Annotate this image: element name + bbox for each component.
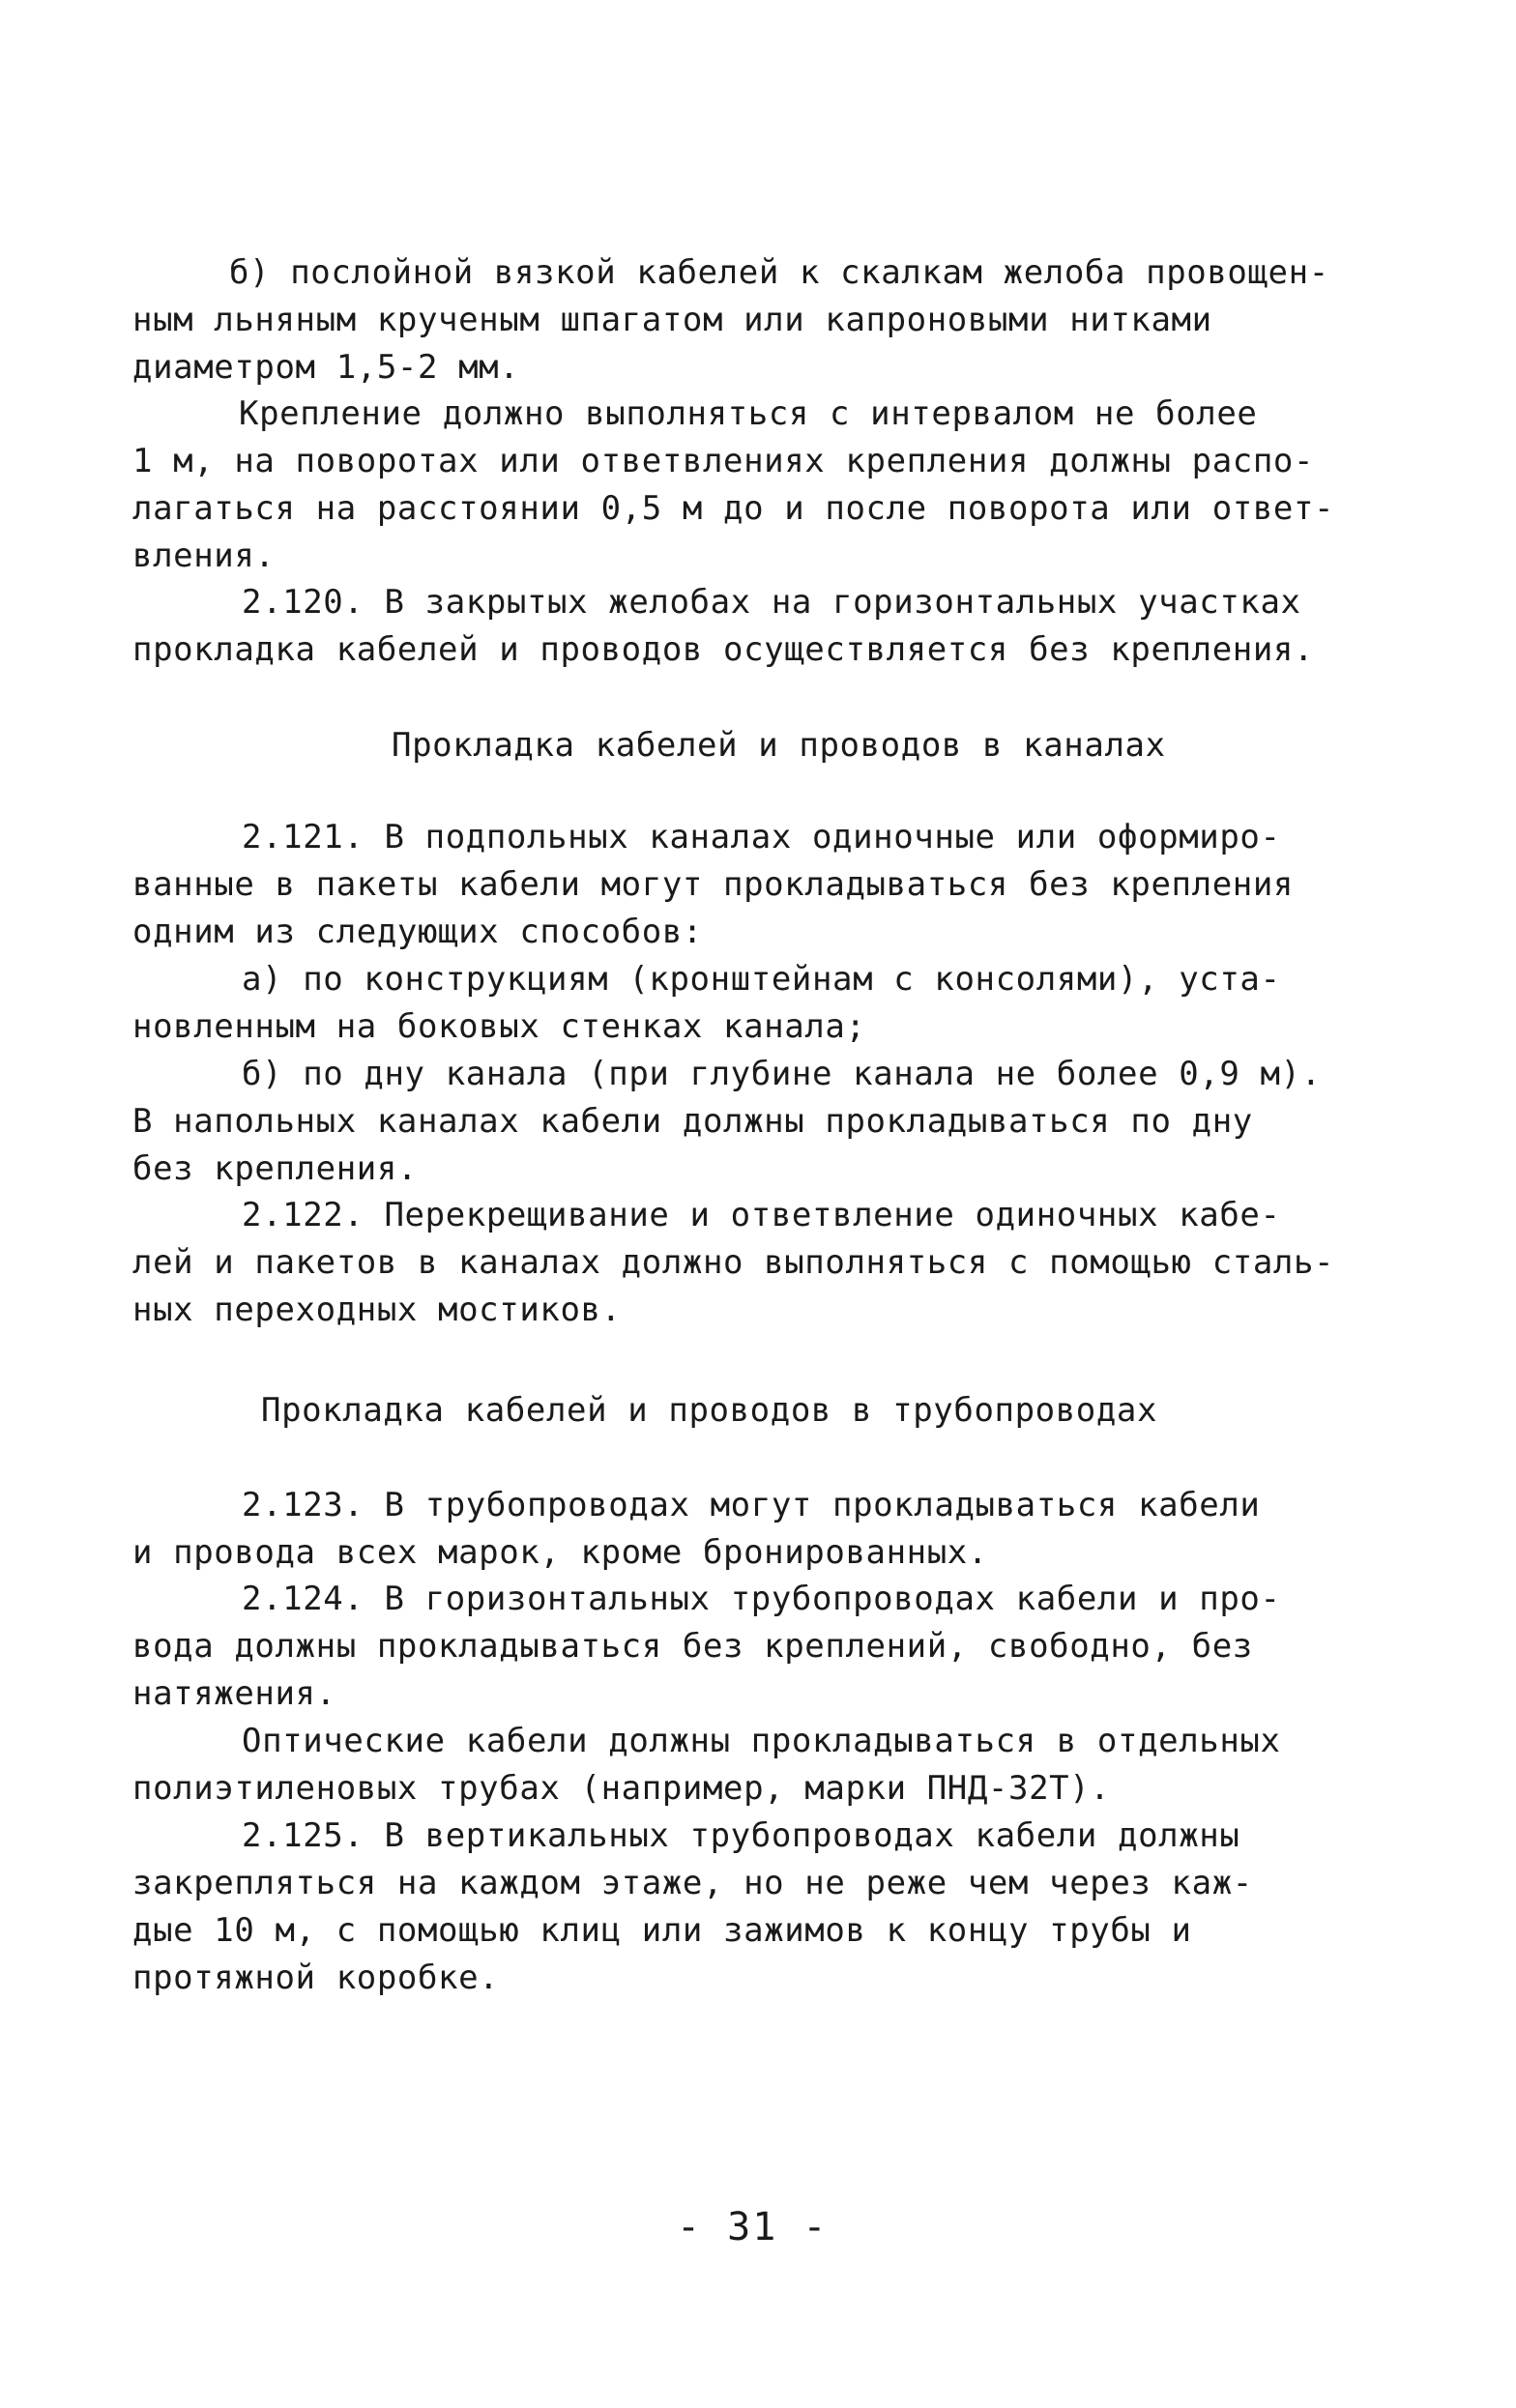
text-line: Крепление должно выполняться с интервалом не более [239, 394, 1258, 433]
text-line: В напольных каналах кабели должны прокладываться по дну [132, 1102, 1253, 1141]
text-line: Оптические кабели должны прокладываться в отдельных [242, 1722, 1281, 1760]
text-line: ным льняным крученым шпагатом или капроновыми нитками [132, 301, 1212, 339]
text-line: закрепляться на каждом этаже, но не реже чем через каж- [132, 1864, 1253, 1902]
text-line: 2.120. В закрытых желобах на горизонтальных участках [242, 583, 1301, 622]
text-line: одним из следующих способов: [132, 913, 703, 951]
text-line: б) послойной вязкой кабелей к скалкам желоба провощен- [229, 253, 1329, 292]
text-line: 2.123. В трубопроводах могут прокладываться кабели [242, 1486, 1261, 1524]
text-line: 2.124. В горизонтальных трубопроводах кабели и про- [242, 1580, 1281, 1618]
text-line: натяжения. [132, 1674, 336, 1713]
page-number: - 31 - [677, 2205, 829, 2249]
text-line: б) по дну канала (при глубине канала не более 0,9 м). [242, 1055, 1322, 1093]
text-line: дые 10 м, с помощью клиц или зажимов к концу трубы и [132, 1911, 1192, 1950]
section-heading: Прокладка кабелей и проводов в трубопроводах [261, 1391, 1158, 1430]
text-line: а) по конструкциям (кронштейнам с консолями), уста- [242, 960, 1281, 999]
text-line: ванные в пакеты кабели могут прокладываться без крепления [132, 865, 1294, 904]
text-line: ных переходных мостиков. [132, 1291, 622, 1329]
text-line: диаметром 1,5-2 мм. [132, 348, 520, 387]
text-line: прокладка кабелей и проводов осуществляется без крепления. [132, 630, 1315, 669]
text-line: лагаться на расстоянии 0,5 м до и после поворота или ответ- [132, 489, 1335, 528]
text-line: 2.121. В подпольных каналах одиночные или оформиро- [242, 818, 1281, 856]
text-line: и провода всех марок, кроме бронированных. [132, 1533, 988, 1572]
text-line: 2.125. В вертикальных трубопроводах кабели должны [242, 1816, 1240, 1855]
text-line: полиэтиленовых трубах (например, марки ПНД-32Т). [132, 1769, 1111, 1808]
text-line: лей и пакетов в каналах должно выполняться с помощью сталь- [132, 1243, 1335, 1282]
text-line: 1 м, на поворотах или ответвлениях крепления должны распо- [132, 442, 1315, 480]
text-line: протяжной коробке. [132, 1958, 500, 1997]
text-line: вления. [132, 537, 276, 575]
text-line: без крепления. [132, 1149, 418, 1188]
text-line: новленным на боковых стенках канала; [132, 1007, 866, 1046]
section-heading: Прокладка кабелей и проводов в каналах [392, 726, 1166, 765]
text-line: 2.122. Перекрещивание и ответвление одиночных кабе- [242, 1196, 1281, 1234]
text-line: вода должны прокладываться без креплений, свободно, без [132, 1627, 1253, 1666]
